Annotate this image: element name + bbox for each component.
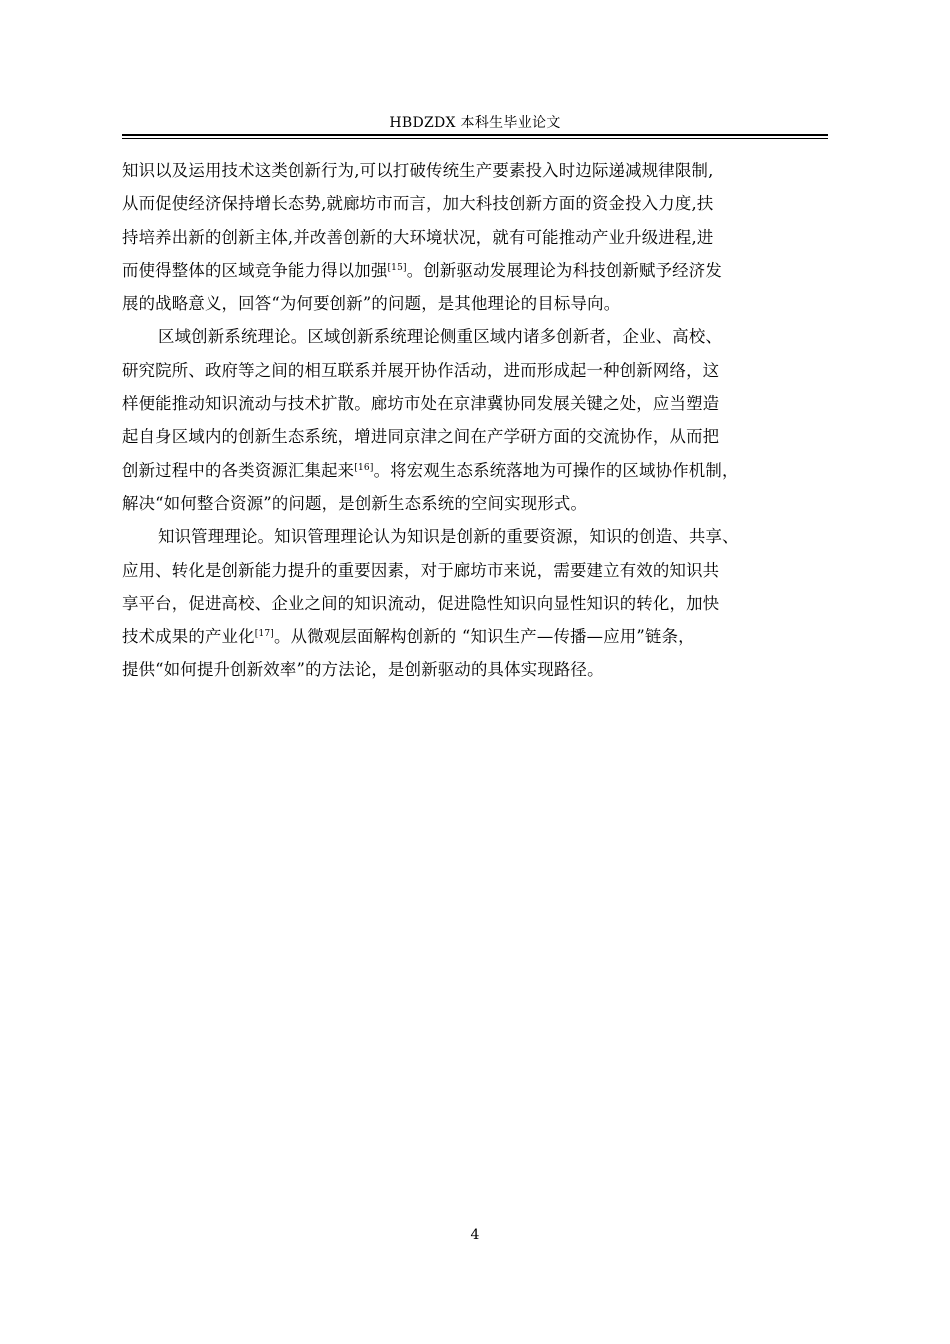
text-line: [122, 287, 830, 320]
line-text: 从而促使经济保持增长态势,就廊坊市而言，加大科技创新方面的资金投入力度,扶: [122, 194, 714, 214]
line-text: 而使得整体的区域竞争能力得以加强: [122, 260, 388, 280]
line-text: 解决“如何整合资源”的问题，是创新生态系统的空间实现形式。: [122, 493, 588, 513]
header-rule-thick: [122, 134, 828, 136]
line-text: 创新过程中的各类资源汇集起来: [122, 460, 355, 480]
line-text: 技术成果的产业化: [122, 627, 255, 647]
header-rule-thin: [122, 138, 828, 139]
line-text: 区域创新系统理论。区域创新系统理论侧重区域内诸多创新者，企业、高校、: [158, 327, 723, 347]
text-line: [122, 254, 830, 287]
text-line: [122, 554, 830, 587]
line-text: 展的战略意义，回答“为何要创新”的问题，是其他理论的目标导向。: [122, 294, 621, 314]
line-text: 起自身区域内的创新生态系统，增进同京津之间在产学研方面的交流协作，从而把: [122, 427, 720, 447]
paragraph-2: [122, 320, 830, 520]
text-line: [122, 221, 830, 254]
citation-ref: [16]: [354, 462, 374, 473]
line-text: 应用、转化是创新能力提升的重要因素，对于廊坊市来说，需要建立有效的知识共: [122, 560, 720, 580]
text-line: [122, 320, 830, 353]
line-text: 样便能推动知识流动与技术扩散。廊坊市处在京津冀协同发展关键之处，应当塑造: [122, 394, 720, 414]
text-line: [122, 420, 830, 453]
paragraph-3: [122, 520, 830, 686]
paragraph-1: [122, 154, 830, 320]
text-line: [122, 653, 830, 686]
line-text: 提供“如何提升创新效率”的方法论，是创新驱动的具体实现路径。: [122, 660, 604, 680]
line-text: 。创新驱动发展理论为科技创新赋予经济发: [406, 260, 722, 280]
line-text: 研究院所、政府等之间的相互联系并展开协作活动，进而形成起一种创新网络，这: [122, 360, 720, 380]
line-text: 。从微观层面解构创新的 “知识生产—传播—应用”链条，: [274, 627, 695, 647]
text-line: [122, 620, 830, 653]
text-line: [122, 454, 830, 487]
text-line: [122, 520, 830, 553]
text-line: [122, 587, 830, 620]
text-line: [122, 154, 830, 187]
page-number: 4: [470, 1227, 480, 1243]
text-line: [122, 354, 830, 387]
line-text: 。将宏观生态系统落地为可操作的区域协作机制，: [373, 460, 739, 480]
text-line: [122, 187, 830, 220]
running-header: HBDZDX 本科生毕业论文: [389, 115, 561, 131]
citation-ref: [15]: [387, 262, 407, 273]
citation-ref: [17]: [254, 629, 275, 640]
line-text: 知识以及运用技术这类创新行为,可以打破传统生产要素投入时边际递减规律限制,: [122, 161, 714, 180]
text-line: [122, 487, 830, 520]
text-line: [122, 387, 830, 420]
body-text: [122, 154, 830, 687]
line-text: 知识管理理论。知识管理理论认为知识是创新的重要资源，知识的创造、共享、: [158, 527, 739, 547]
line-text: 持培养出新的创新主体,并改善创新的大环境状况，就有可能推动产业升级进程,进: [122, 227, 714, 247]
line-text: 享平台，促进高校、企业之间的知识流动，促进隐性知识向显性知识的转化，加快: [122, 593, 720, 613]
